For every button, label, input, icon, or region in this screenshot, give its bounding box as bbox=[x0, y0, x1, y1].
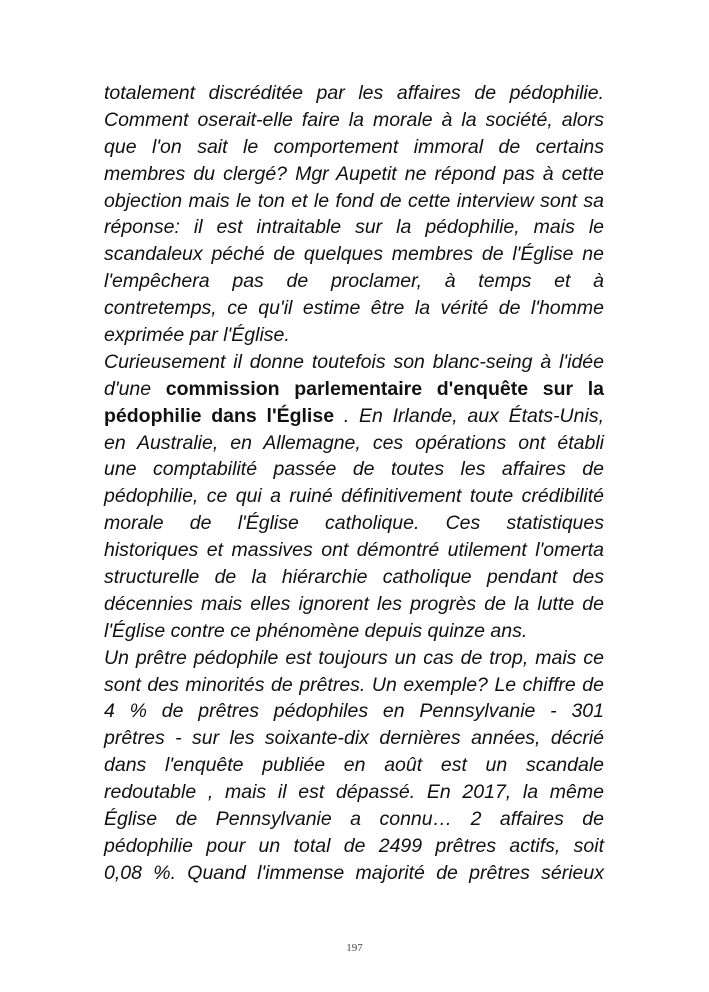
text-line bbox=[104, 161, 604, 188]
text-segment: contretemps, ce qu'il estime être la vérité de l'homme bbox=[104, 297, 604, 320]
text-segment: scandaleux péché de quelques membres de l'Église ne bbox=[104, 243, 604, 266]
text-line bbox=[104, 591, 604, 618]
text-line bbox=[104, 349, 604, 376]
text-segment: structurelle de la hiérarchie catholique pendant des bbox=[104, 566, 604, 589]
text-line bbox=[104, 618, 604, 645]
text-line bbox=[104, 268, 604, 295]
text-segment: pédophilie, ce qui a ruiné définitivement toute crédibilité bbox=[104, 485, 604, 508]
text-line bbox=[104, 188, 604, 215]
text-line bbox=[104, 537, 604, 564]
text-line bbox=[104, 510, 604, 537]
text-segment: morale de l'Église catholique. Ces statistiques bbox=[104, 512, 604, 535]
text-segment: objection mais le ton et le fond de cette interview sont sa bbox=[104, 189, 604, 212]
text-segment: exprimée par l'Église. bbox=[104, 324, 290, 347]
text-segment: 0,08 %. Quand l'immense majorité de prêtres sérieux bbox=[104, 861, 604, 884]
bold-text-segment: pédophilie dans l'Église bbox=[104, 404, 335, 427]
text-segment: prêtres - sur les soixante-dix dernières années, décrié bbox=[104, 727, 604, 750]
text-segment: que l'on sait le comportement immoral de certains bbox=[104, 135, 604, 158]
text-line bbox=[104, 645, 604, 672]
text-segment: sont des minorités de prêtres. Un exemple? Le chiffre de bbox=[104, 673, 604, 696]
body-text bbox=[104, 80, 604, 887]
text-line bbox=[104, 107, 604, 134]
text-segment: Curieusement il donne toutefois son blanc-seing à l'idée bbox=[104, 350, 604, 373]
text-line bbox=[104, 214, 604, 241]
text-line bbox=[104, 806, 604, 833]
text-segment: en Australie, en Allemagne, ces opérations ont établi bbox=[104, 431, 604, 454]
text-segment: . En Irlande, aux États-Unis, bbox=[334, 404, 604, 427]
text-segment: l'Église contre ce phénomène depuis quinze ans. bbox=[104, 619, 528, 642]
text-line bbox=[104, 134, 604, 161]
text-line bbox=[104, 430, 604, 457]
text-line bbox=[104, 376, 604, 403]
text-line bbox=[104, 698, 604, 725]
text-segment: pédophilie pour un total de 2499 prêtres actifs, soit bbox=[104, 834, 604, 857]
text-line bbox=[104, 752, 604, 779]
text-segment: 4 % de prêtres pédophiles en Pennsylvanie - 301 bbox=[104, 700, 604, 723]
text-line bbox=[104, 295, 604, 322]
text-line bbox=[104, 833, 604, 860]
text-segment: redoutable , mais il est dépassé. En 2017, la même bbox=[104, 781, 604, 804]
text-line bbox=[104, 403, 604, 430]
text-segment: l'empêchera pas de proclamer, à temps et à bbox=[104, 270, 604, 293]
text-line bbox=[104, 672, 604, 699]
text-line bbox=[104, 779, 604, 806]
text-segment: membres du clergé? Mgr Aupetit ne répond pas à cette bbox=[104, 162, 604, 185]
text-line bbox=[104, 80, 604, 107]
text-segment: décennies mais elles ignorent les progrès de la lutte de bbox=[104, 592, 604, 615]
text-line bbox=[104, 564, 604, 591]
text-line bbox=[104, 483, 604, 510]
text-segment: Un prêtre pédophile est toujours un cas de trop, mais ce bbox=[104, 646, 604, 669]
page-number: 197 bbox=[346, 942, 363, 954]
text-line bbox=[104, 322, 604, 349]
text-segment: Église de Pennsylvanie a connu… 2 affaires de bbox=[104, 808, 604, 831]
text-segment: Comment oserait-elle faire la morale à la société, alors bbox=[104, 108, 604, 131]
text-segment: une comptabilité passée de toutes les affaires de bbox=[104, 458, 604, 481]
text-line bbox=[104, 241, 604, 268]
text-line bbox=[104, 456, 604, 483]
text-segment: réponse: il est intraitable sur la pédophilie, mais le bbox=[104, 216, 604, 239]
text-segment: historiques et massives ont démontré utilement l'omerta bbox=[104, 539, 604, 562]
text-segment: totalement discréditée par les affaires de pédophilie. bbox=[104, 82, 604, 104]
text-segment: dans l'enquête publiée en août est un scandale bbox=[104, 754, 604, 777]
bold-text-segment: commission parlementaire d'enquête sur la bbox=[165, 377, 604, 400]
text-line bbox=[104, 860, 604, 887]
text-line bbox=[104, 725, 604, 752]
text-segment: d'une bbox=[104, 377, 166, 400]
